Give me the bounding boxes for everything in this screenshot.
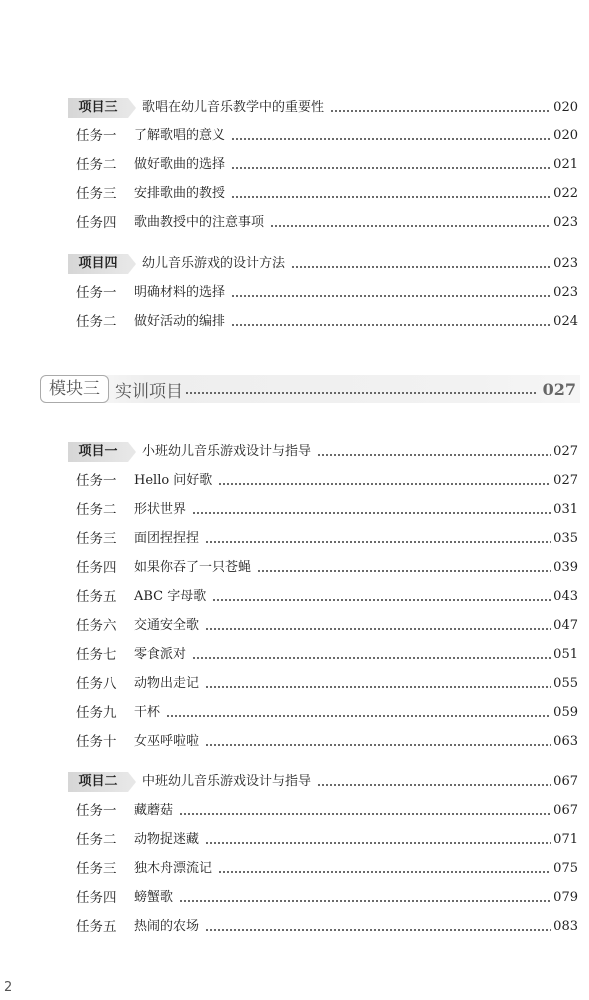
leader-dots — [185, 392, 537, 394]
task-label: 任务三 — [76, 861, 117, 877]
task-label: 任务四 — [76, 890, 117, 906]
task-label: 任务四 — [76, 215, 117, 231]
entry-title: 安排歌曲的教授 — [134, 186, 226, 201]
leader-dots — [317, 784, 551, 786]
leader-dots — [257, 570, 551, 572]
toc-task-row[interactable] — [68, 499, 578, 521]
entry-page: 059 — [553, 705, 578, 720]
module-page: 027 — [542, 379, 576, 399]
leader-dots — [166, 715, 551, 717]
entry-title: 交通安全歌 — [134, 618, 200, 633]
task-label: 任务二 — [76, 832, 117, 848]
entry-page: 083 — [553, 919, 578, 934]
task-label: 任务八 — [76, 676, 117, 692]
toc-task-row[interactable] — [68, 528, 578, 550]
toc-task-row[interactable] — [68, 125, 578, 147]
entry-title: 歌唱在幼儿音乐教学中的重要性 — [142, 100, 325, 115]
entry-title: Hello 问好歌 — [134, 473, 213, 488]
leader-dots — [317, 454, 551, 456]
task-label: 任务七 — [76, 647, 117, 663]
task-label: 任务五 — [76, 589, 117, 605]
toc-task-row[interactable] — [68, 800, 578, 822]
toc-task-row[interactable] — [68, 311, 578, 333]
entry-page: 075 — [553, 861, 578, 876]
entry-page: 020 — [553, 100, 578, 115]
entry-page: 023 — [553, 256, 578, 271]
leader-dots — [270, 225, 551, 227]
leader-dots — [205, 541, 551, 543]
task-label: 任务一 — [76, 473, 117, 489]
project-label: 项目三 — [68, 98, 128, 118]
entry-title: 热闹的农场 — [134, 919, 200, 934]
project-label: 项目四 — [68, 254, 128, 274]
toc-task-row[interactable] — [68, 154, 578, 176]
project-label: 项目二 — [68, 772, 128, 792]
task-label: 任务一 — [76, 285, 117, 301]
task-label: 任务九 — [76, 705, 117, 721]
toc-task-row[interactable] — [68, 557, 578, 579]
entry-title: 如果你吞了一只苍蝇 — [134, 560, 252, 575]
leader-dots — [212, 599, 551, 601]
entry-page: 039 — [553, 560, 578, 575]
entry-title: 动物捉迷藏 — [134, 832, 200, 847]
leader-dots — [231, 138, 551, 140]
leader-dots — [218, 483, 551, 485]
toc-task-row[interactable] — [68, 731, 578, 753]
entry-title: 干杯 — [134, 705, 161, 720]
task-label: 任务十 — [76, 734, 117, 750]
entry-title: 面团捏捏捏 — [134, 531, 200, 546]
toc-task-row[interactable] — [68, 829, 578, 851]
project-label: 项目一 — [68, 442, 128, 462]
toc-task-row[interactable] — [68, 702, 578, 724]
entry-page: 035 — [553, 531, 578, 546]
leader-dots — [179, 813, 551, 815]
entry-page: 023 — [553, 215, 578, 230]
entry-title: 做好歌曲的选择 — [134, 157, 226, 172]
entry-title: 动物出走记 — [134, 676, 200, 691]
entry-title: 幼儿音乐游戏的设计方法 — [142, 256, 286, 271]
toc-task-row[interactable] — [68, 586, 578, 608]
leader-dots — [205, 842, 551, 844]
leader-dots — [179, 900, 551, 902]
module-title: 实训项目 — [115, 381, 183, 402]
task-label: 任务二 — [76, 502, 117, 518]
entry-page: 047 — [553, 618, 578, 633]
toc-task-row[interactable] — [68, 212, 578, 234]
entry-title: 了解歌唱的意义 — [134, 128, 226, 143]
toc-task-row[interactable] — [68, 673, 578, 695]
entry-title: 形状世界 — [134, 502, 187, 517]
task-label: 任务六 — [76, 618, 117, 634]
leader-dots — [218, 871, 551, 873]
toc-task-row[interactable] — [68, 615, 578, 637]
entry-page: 022 — [553, 186, 578, 201]
toc-task-row[interactable] — [68, 183, 578, 205]
entry-page: 051 — [553, 647, 578, 662]
leader-dots — [205, 929, 551, 931]
entry-page: 024 — [553, 314, 578, 329]
leader-dots — [231, 196, 551, 198]
leader-dots — [231, 167, 551, 169]
entry-title: 藏蘑菇 — [134, 803, 174, 818]
task-label: 任务二 — [76, 157, 117, 173]
entry-title: 独木舟漂流记 — [134, 861, 213, 876]
task-label: 任务三 — [76, 186, 117, 202]
page-number: 2 — [4, 980, 13, 995]
toc-project-row[interactable] — [68, 97, 578, 119]
task-label: 任务四 — [76, 560, 117, 576]
leader-dots — [205, 686, 551, 688]
toc-project-row[interactable] — [68, 771, 578, 793]
entry-page: 021 — [553, 157, 578, 172]
task-label: 任务三 — [76, 531, 117, 547]
leader-dots — [192, 512, 551, 514]
leader-dots — [231, 295, 551, 297]
leader-dots — [205, 628, 551, 630]
entry-page: 027 — [553, 473, 578, 488]
toc-task-row[interactable] — [68, 470, 578, 492]
entry-page: 067 — [553, 774, 578, 789]
entry-page: 031 — [553, 502, 578, 517]
entry-page: 063 — [553, 734, 578, 749]
leader-dots — [231, 324, 551, 326]
entry-title: 做好活动的编排 — [134, 314, 226, 329]
entry-title: 零食派对 — [134, 647, 187, 662]
toc-task-row[interactable] — [68, 887, 578, 909]
entry-page: 067 — [553, 803, 578, 818]
entry-title: 螃蟹歌 — [134, 890, 174, 905]
toc-project-row[interactable] — [68, 253, 578, 275]
task-label: 任务一 — [76, 128, 117, 144]
toc-task-row[interactable] — [68, 858, 578, 880]
toc-task-row[interactable] — [68, 644, 578, 666]
entry-title: 小班幼儿音乐游戏设计与指导 — [142, 444, 312, 459]
toc-project-row[interactable] — [68, 441, 578, 463]
module-heading[interactable] — [40, 375, 580, 403]
leader-dots — [291, 266, 551, 268]
entry-page: 079 — [553, 890, 578, 905]
entry-page: 023 — [553, 285, 578, 300]
entry-title: 明确材料的选择 — [134, 285, 226, 300]
leader-dots — [330, 110, 551, 112]
module-label: 模块三 — [40, 375, 109, 403]
entry-title: ABC 字母歌 — [134, 589, 207, 604]
entry-page: 055 — [553, 676, 578, 691]
task-label: 任务二 — [76, 314, 117, 330]
entry-title: 女巫呼啦啦 — [134, 734, 200, 749]
entry-title: 歌曲教授中的注意事项 — [134, 215, 265, 230]
entry-page: 027 — [553, 444, 578, 459]
task-label: 任务五 — [76, 919, 117, 935]
task-label: 任务一 — [76, 803, 117, 819]
leader-dots — [205, 744, 551, 746]
toc-task-row[interactable] — [68, 282, 578, 304]
entry-title: 中班幼儿音乐游戏设计与指导 — [142, 774, 312, 789]
toc-task-row[interactable] — [68, 916, 578, 938]
entry-page: 071 — [553, 832, 578, 847]
leader-dots — [192, 657, 551, 659]
entry-page: 020 — [553, 128, 578, 143]
entry-page: 043 — [553, 589, 578, 604]
